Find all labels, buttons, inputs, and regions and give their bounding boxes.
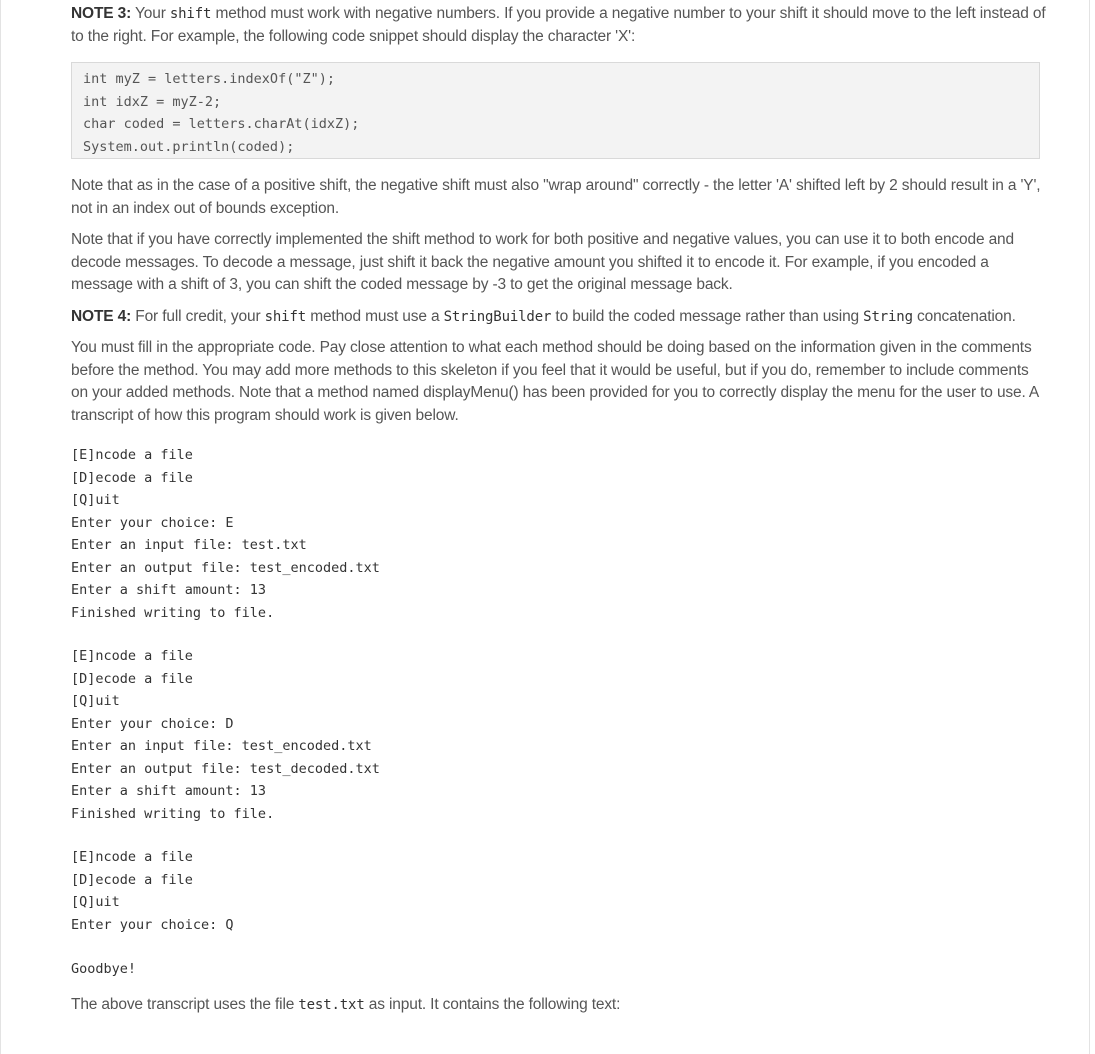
transcript-goodbye <box>71 958 1046 981</box>
transcript-line: Enter your choice: D <box>71 715 234 732</box>
transcript-line: [E]ncode a file <box>71 447 193 463</box>
transcript-decode <box>71 645 1046 825</box>
note4-text: For full credit, your <box>131 307 265 325</box>
transcript-line: [D]ecode a file <box>71 871 193 888</box>
transcript-line: Enter a shift amount: 13 <box>71 582 267 598</box>
note4-paragraph <box>71 306 1046 329</box>
wrap-paragraph: Note that as in the case of a positive shift, the negative shift must also "wrap around" correctly - the letter 'A' shifted left by 2 should result in a 'Y', not in an index out of bounds exception. <box>71 177 1041 217</box>
transcript-line: Enter an output file: test_encoded.txt <box>71 559 380 576</box>
transcript-line: [D]ecode a file <box>71 469 193 486</box>
stringbuilder-code: StringBuilder <box>443 308 552 325</box>
note4-text-4: concatenation. <box>912 307 1016 325</box>
transcript-line: Finished writing to file. <box>71 805 275 822</box>
note3-label: NOTE 3: <box>71 5 132 22</box>
transcript-line: Enter an input file: test_encoded.txt <box>71 738 372 754</box>
code-line: int idxZ = myZ-2; <box>83 93 222 110</box>
note4-text-2: method must use a <box>306 307 444 325</box>
transcript-line: [Q]uit <box>71 492 120 508</box>
transcript-line: [E]ncode a file <box>71 849 193 865</box>
string-code: String <box>863 308 913 325</box>
transcript-line: Enter an input file: test.txt <box>71 537 307 553</box>
transcript-line: Enter your choice: E <box>71 514 234 531</box>
transcript-line: Enter an output file: test_decoded.txt <box>71 760 380 777</box>
transcript-line: Enter a shift amount: 13 <box>71 783 267 799</box>
transcript-encode <box>71 444 1046 624</box>
transcript-line: [Q]uit <box>71 894 120 910</box>
final-text: The above transcript uses the file <box>71 995 299 1013</box>
document-content <box>71 3 1046 1016</box>
code-line: System.out.println(coded); <box>83 138 295 155</box>
instructions-paragraph: You must fill in the appropriate code. Pay close attention to what each method should be doing based on the information given in the comments before the method. You may add more methods to this skeleton if you feel that it would be useful, but if you do, remember to include comments on your added methods. Note that a method named displayMenu() has been provided for you to correctly display the menu for the user to use. A transcript of how this program should work is given below. <box>71 339 1039 424</box>
test-txt-code: test.txt <box>298 996 365 1013</box>
note3-paragraph <box>71 3 1046 48</box>
transcript-line: [Q]uit <box>71 693 120 709</box>
note3-text-2: method must work with negative numbers. If you provide a negative number to your shift it should move to the left instead of to the right. For example, the following code snippet should display the character 'X': <box>71 5 1046 45</box>
transcript-quit <box>71 846 1046 936</box>
note4-text-3: to build the coded message rather than using <box>551 307 864 325</box>
note3-text: Your <box>131 5 170 22</box>
shift-code: shift <box>264 308 307 325</box>
goodbye-line: Goodbye! <box>71 961 137 977</box>
code-snippet <box>71 62 1040 159</box>
note4-label: NOTE 4: <box>71 307 132 325</box>
final-text-2: as input. It contains the following text: <box>364 995 621 1013</box>
transcript-line: [D]ecode a file <box>71 670 193 687</box>
final-paragraph <box>71 994 1046 1017</box>
code-line: int myZ = letters.indexOf("Z"); <box>83 71 335 87</box>
decode-paragraph: Note that if you have correctly implemented the shift method to work for both positive and negative values, you can use it to both encode and decode messages. To decode a message, just shift it back the negative amount you shifted it to encode it. For example, if you encoded a message with a shift of 3, you can shift the coded message by -3 to get the original message back. <box>71 231 1014 293</box>
code-line: char coded = letters.charAt(idxZ); <box>83 116 360 132</box>
shift-code: shift <box>169 6 212 22</box>
transcript-line: Enter your choice: Q <box>71 916 234 933</box>
transcript-line: Finished writing to file. <box>71 604 275 621</box>
transcript-line: [E]ncode a file <box>71 648 193 664</box>
